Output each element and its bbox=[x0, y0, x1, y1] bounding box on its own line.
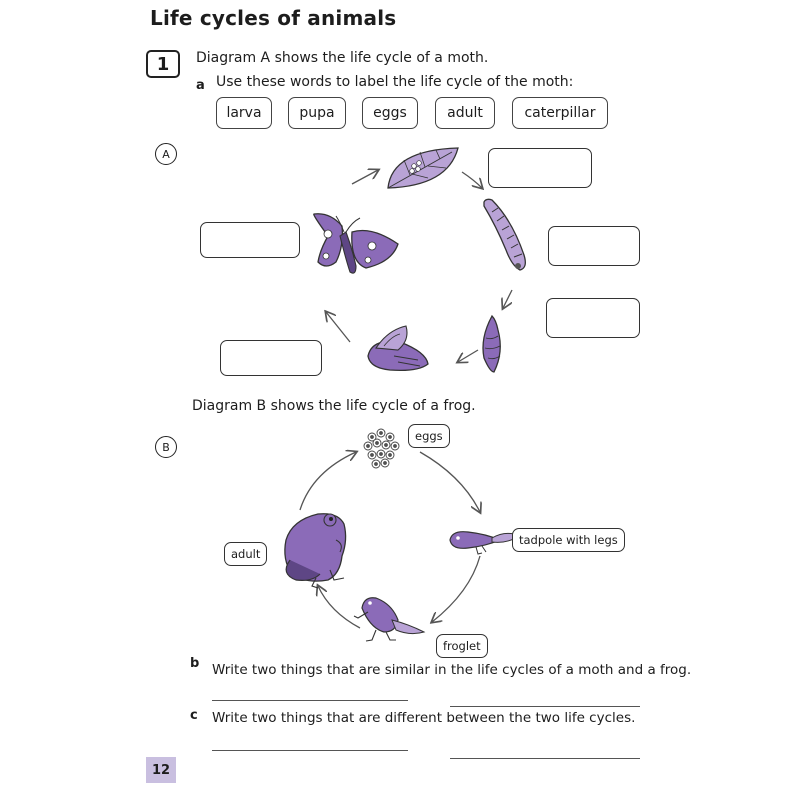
word-larva: larva bbox=[216, 97, 272, 129]
word-caterpillar: caterpillar bbox=[512, 97, 608, 129]
pupa-icon bbox=[483, 316, 500, 372]
moth-answer-box-1[interactable] bbox=[488, 148, 592, 188]
moth-answer-box-3[interactable] bbox=[548, 226, 640, 266]
frog-stage-adult: adult bbox=[224, 542, 267, 566]
moth-answer-box-4[interactable] bbox=[546, 298, 640, 338]
diagram-b-label: B bbox=[155, 436, 177, 458]
arrow-eggs-to-larva bbox=[462, 172, 482, 188]
arrow-tadpole-to-froglet bbox=[432, 556, 480, 622]
part-a-text: Use these words to label the life cycle of the moth: bbox=[216, 74, 574, 90]
arrow-eggs-to-tadpole bbox=[420, 452, 480, 512]
arrow-larva-to-pupa bbox=[503, 290, 512, 308]
arrow-froglet-to-adult bbox=[318, 586, 360, 628]
word-adult: adult bbox=[435, 97, 495, 129]
arrow-pupa-to-moth bbox=[326, 312, 350, 342]
question-intro: Diagram A shows the life cycle of a moth. bbox=[196, 50, 489, 66]
page-number: 12 bbox=[146, 757, 176, 783]
moth-answer-box-5[interactable] bbox=[220, 340, 322, 376]
diagram-b-intro: Diagram B shows the life cycle of a frog. bbox=[192, 398, 476, 414]
part-c-text: Write two things that are different between the two life cycles. bbox=[212, 710, 636, 726]
part-c-letter: c bbox=[190, 708, 198, 723]
part-b-answer-line-2[interactable] bbox=[450, 706, 640, 707]
moth-icon bbox=[314, 214, 398, 273]
froglet-icon bbox=[354, 598, 424, 641]
part-c-answer-line-2[interactable] bbox=[450, 758, 640, 759]
part-b-letter: b bbox=[190, 656, 200, 671]
arrow-adult-to-eggs bbox=[300, 452, 356, 510]
part-b-answer-line-1[interactable] bbox=[212, 700, 408, 701]
word-pupa: pupa bbox=[288, 97, 346, 129]
frog-stage-froglet: froglet bbox=[436, 634, 488, 658]
arrow-adult-to-eggs bbox=[352, 170, 378, 184]
moth-answer-box-2[interactable] bbox=[200, 222, 300, 258]
leaf-eggs-icon bbox=[388, 148, 458, 188]
frogspawn-icon bbox=[364, 429, 399, 468]
question-number: 1 bbox=[146, 50, 180, 78]
frog-stage-eggs: eggs bbox=[408, 424, 450, 448]
frog-stage-tadpole: tadpole with legs bbox=[512, 528, 625, 552]
page-title: Life cycles of animals bbox=[150, 6, 397, 30]
caterpillar-icon bbox=[484, 199, 525, 270]
part-c-answer-line-1[interactable] bbox=[212, 750, 408, 751]
arrow-pupa-to-adult bbox=[458, 350, 478, 362]
tadpole-icon bbox=[450, 532, 520, 554]
part-b-text: Write two things that are similar in the life cycles of a moth and a frog. bbox=[212, 662, 692, 678]
word-eggs: eggs bbox=[362, 97, 418, 129]
emerging-moth-icon bbox=[368, 326, 428, 370]
diagram-a-label: A bbox=[155, 143, 177, 165]
frog-icon bbox=[285, 514, 346, 588]
part-a-letter: a bbox=[196, 78, 205, 93]
